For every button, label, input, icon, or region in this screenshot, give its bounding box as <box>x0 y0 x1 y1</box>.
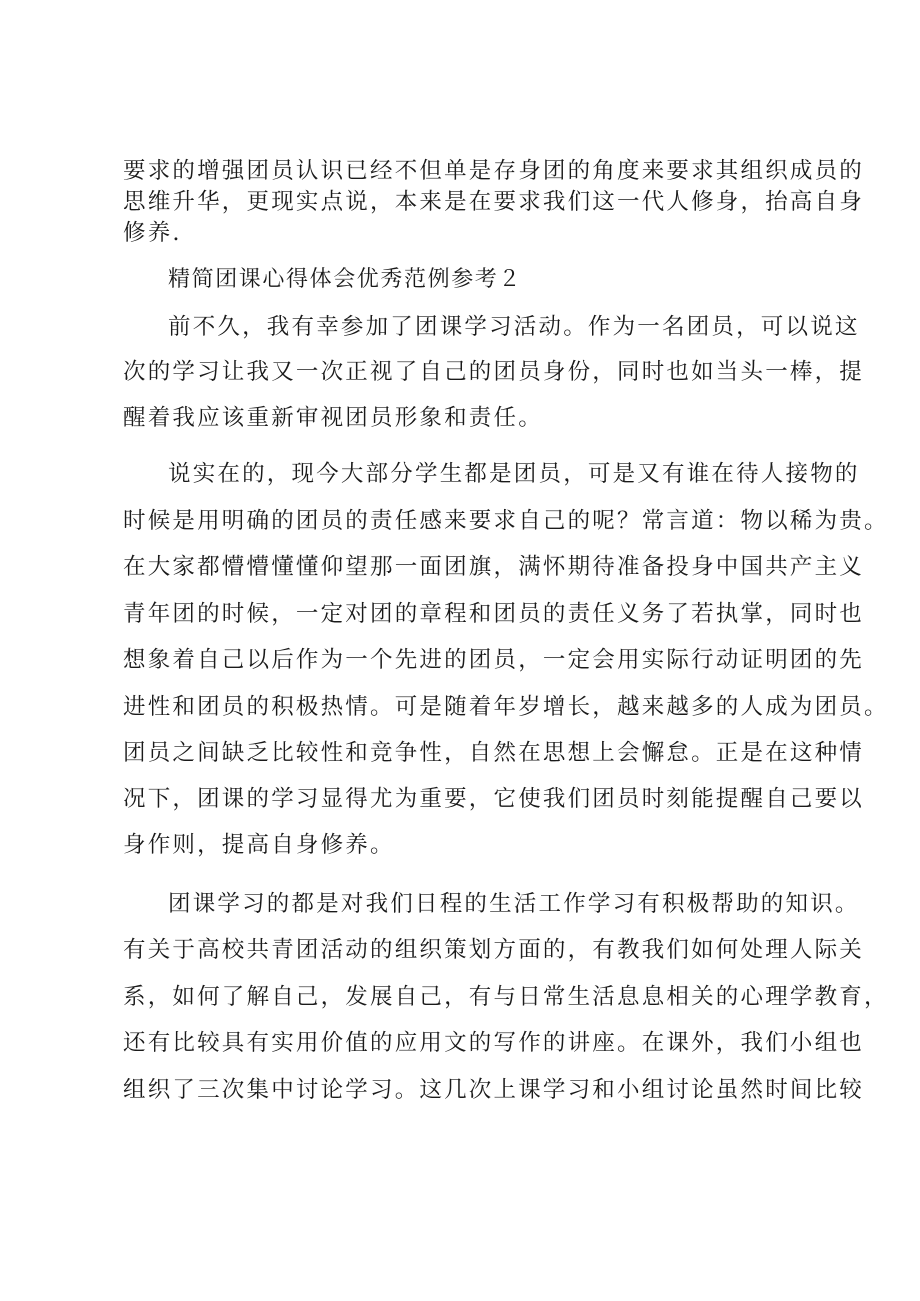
paragraph-2-line-5: 想象着自己以后作为一个先进的团员，一定会用实际行动证明团的先 <box>123 647 865 673</box>
paragraph-3-line-3: 系，如何了解自己，发展自己，有与日常生活息息相关的心理学教育， <box>123 984 889 1010</box>
paragraph-2-line-7: 团员之间缺乏比较性和竞争性，自然在思想上会懈怠。正是在这种情 <box>123 740 865 766</box>
paragraph-2-line-8: 况下，团课的学习显得尤为重要，它使我们团员时刻能提醒自己要以 <box>123 786 865 812</box>
paragraph-2-line-9: 身作则，提高自身修养。 <box>123 832 395 858</box>
paragraph-3-line-5: 组织了三次集中讨论学习。这几次上课学习和小组讨论虽然时间比较 <box>123 1077 865 1103</box>
text-line: 要求的增强团员认识已经不但单是存身团的角度来要求其组织成员的 <box>123 158 865 184</box>
paragraph-2-line-1: 说实在的，现今大部分学生都是团员，可是又有谁在待人接物的 <box>168 461 860 487</box>
text-line: 思维升华，更现实点说，本来是在要求我们这一代人修身，抬高自身 <box>123 189 865 215</box>
paragraph-2-line-6: 进性和团员的积极热情。可是随着年岁增长，越来越多的人成为团员。 <box>123 694 889 720</box>
section-heading: 精简团课心得体会优秀范例参考２ <box>168 267 523 292</box>
paragraph-3-line-4: 还有比较具有实用价值的应用文的写作的讲座。在课外，我们小组也 <box>123 1030 865 1056</box>
intro-paragraph <box>123 156 865 249</box>
paragraph-1-line-1: 前不久，我有幸参加了团课学习活动。作为一名团员，可以说这 <box>168 314 860 340</box>
paragraph-3-line-1: 团课学习的都是对我们日程的生活工作学习有积极帮助的知识。 <box>168 891 860 917</box>
paragraph-2-line-2: 时候是用明确的团员的责任感来要求自己的呢？常言道：物以稀为贵。 <box>123 508 889 534</box>
paragraph-2-line-3: 在大家都懵懵懂懂仰望那一面团旗，满怀期待准备投身中国共产主义 <box>123 554 865 580</box>
paragraph-1-line-3: 醒着我应该重新审视团员形象和责任。 <box>123 405 543 431</box>
paragraph-3-line-2: 有关于高校共青团活动的组织策划方面的，有教我们如何处理人际关 <box>123 937 865 963</box>
paragraph-1-line-2: 次的学习让我又一次正视了自己的团员身份，同时也如当头一棒，提 <box>123 359 865 385</box>
text-line: 修养. <box>123 220 182 246</box>
paragraph-2-line-4: 青年团的时候，一定对团的章程和团员的责任义务了若执掌，同时也 <box>123 601 865 627</box>
